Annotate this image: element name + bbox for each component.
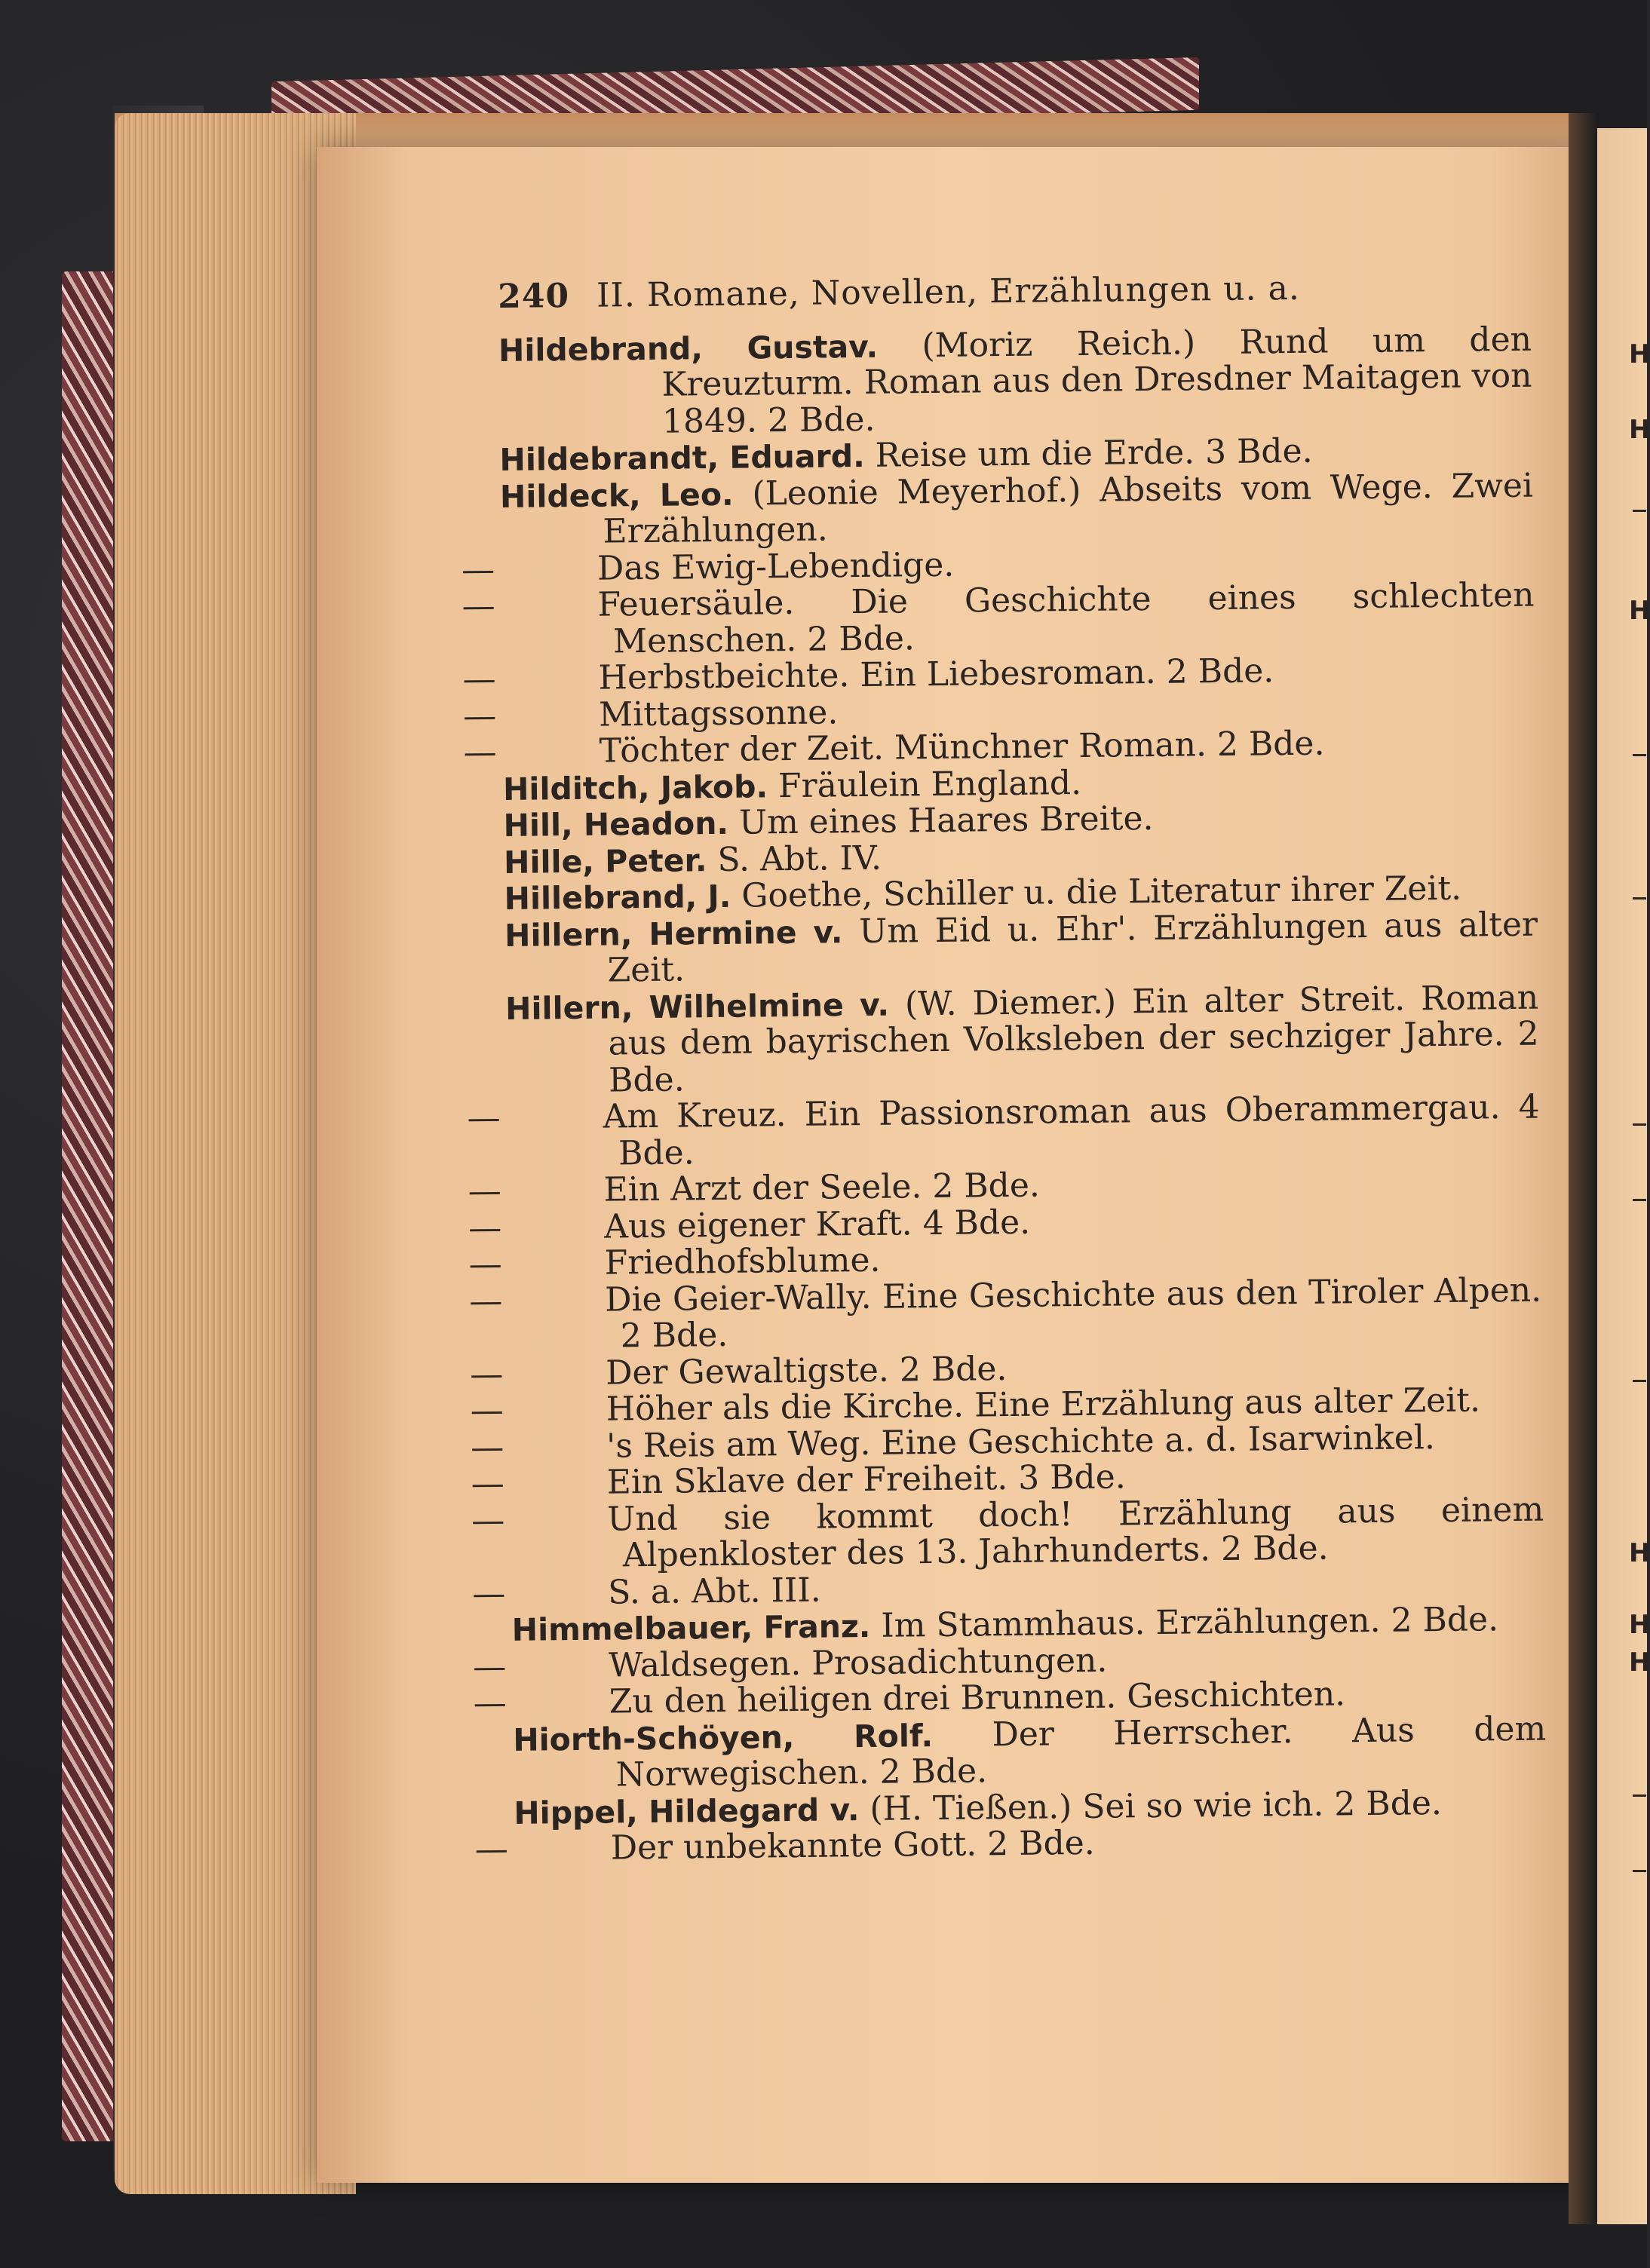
section-title: II. Romane, Novellen, Erzählungen u. a. (596, 268, 1301, 315)
facing-page-dash (1633, 897, 1646, 900)
entry-text: Und sie kommt doch! Erzählung aus einem Alpenkloster des 13. Jahrhunderts. 2 Bde. (606, 1490, 1544, 1575)
title-entry (462, 575, 1535, 661)
title-entry (471, 1490, 1544, 1575)
ditto-dash: — (471, 1463, 505, 1503)
entry-text: Goethe, Schiller u. die Literatur ihrer Zeit. (741, 869, 1462, 915)
running-head (498, 268, 1531, 316)
entry-text: 's Reis am Weg. Eine Geschichte a. d. Isarwinkel. (606, 1418, 1436, 1466)
ditto-dash: — (462, 587, 495, 626)
facing-page-letter: H (1629, 596, 1650, 626)
entry-text: S. Abt. IV. (717, 838, 882, 879)
entry-text: Der Herrscher. Aus dem Norwegischen. 2 Bde. (615, 1709, 1547, 1794)
entry-text: Waldsegen. Prosadichtungen. (608, 1641, 1108, 1685)
entry-text: Töchter der Zeit. Münchner Roman. 2 Bde. (599, 724, 1325, 771)
ditto-dash: — (468, 1208, 502, 1247)
facing-page-dash (1633, 1870, 1646, 1872)
entry-text: Feuersäule. Die Geschichte eines schlechten Menschen. 2 Bde. (597, 575, 1535, 660)
author-entry (505, 979, 1539, 1100)
facing-page-dash (1633, 1123, 1646, 1126)
entry-text: (Moriz Reich.) Rund um den Kreuzturm. Roman aus den Dresdner Maitagen von 1849. 2 Bde. (661, 320, 1532, 441)
ditto-dash: — (473, 1647, 507, 1686)
author-name: Hildebrandt, Eduard. (499, 437, 865, 478)
facing-page-dash (1633, 754, 1646, 756)
author-name: Hillern, Hermine v. (504, 913, 843, 954)
entry-text: Zu den heiligen drei Brunnen. Geschichten. (609, 1675, 1346, 1721)
ditto-dash: — (468, 1172, 501, 1211)
ditto-dash: — (467, 1099, 501, 1138)
author-name: Hippel, Hildegard v. (514, 1791, 860, 1831)
facing-page-letter: H (1629, 415, 1650, 445)
entry-text: Das Ewig-Lebendige. (597, 545, 955, 588)
ditto-dash: — (468, 1245, 502, 1284)
ditto-dash: — (473, 1683, 508, 1723)
author-name: Hilditch, Jakob. (502, 768, 768, 808)
entry-text: Reise um die Erde. 3 Bde. (875, 431, 1313, 475)
ditto-dash: — (471, 1574, 506, 1613)
title-entry (467, 1087, 1540, 1173)
facing-page-letter: H (1629, 339, 1650, 369)
entry-text: Mittagssonne. (598, 692, 839, 734)
entry-text: Um eines Haares Breite. (738, 798, 1154, 842)
entry-text: Im Stammhaus. Erzählungen. 2 Bde. (881, 1600, 1499, 1645)
entry-text: Der Gewaltigste. 2 Bde. (605, 1349, 1007, 1393)
ditto-dash: — (462, 696, 497, 736)
author-entry (500, 467, 1534, 551)
facing-page-dash (1633, 1199, 1646, 1201)
entry-text: Ein Sklave der Freiheit. 3 Bde. (606, 1457, 1126, 1502)
ditto-dash: — (463, 733, 497, 772)
ditto-dash: — (469, 1354, 504, 1393)
ditto-dash: — (461, 550, 495, 590)
title-entry (468, 1270, 1542, 1356)
entry-text: Höher als die Kirche. Eine Erzählung aus alter Zeit. (606, 1381, 1481, 1429)
author-name: Himmelbauer, Franz. (511, 1608, 871, 1648)
facing-page-dash (1633, 510, 1646, 512)
entry-text: S. a. Abt. III. (607, 1571, 821, 1612)
facing-page-letter: H (1629, 1538, 1650, 1568)
ditto-dash: — (470, 1391, 504, 1430)
entry-text: Die Geier-Wally. Eine Geschichte aus den Tiroler Alpen. 2 Bde. (604, 1270, 1542, 1356)
author-entry (513, 1711, 1547, 1794)
author-name: Hiorth-Schöyen, Rolf. (513, 1717, 934, 1758)
author-name: Hillern, Wilhelmine v. (505, 986, 890, 1027)
facing-page-dash (1633, 1794, 1646, 1797)
facing-page-dash (1633, 1380, 1646, 1382)
entry-text: Friedhofsblume. (604, 1240, 881, 1283)
facing-page-letter: H (1629, 1647, 1650, 1678)
ditto-dash: — (462, 660, 496, 699)
ditto-dash: — (471, 1500, 505, 1540)
entry-text: Aus eigener Kraft. 4 Bde. (603, 1203, 1031, 1246)
entry-text: Am Kreuz. Ein Passionsroman aus Oberammergau. 4 Bde. (603, 1087, 1540, 1172)
entry-text: Der unbekannte Gott. 2 Bde. (610, 1823, 1096, 1868)
entry-text: (H. Tießen.) Sei so wie ich. 2 Bde. (869, 1783, 1443, 1828)
ditto-dash: — (470, 1427, 505, 1467)
entry-text: (Leonie Meyerhof.) Abseits vom Wege. Zwei Erzählungen. (603, 466, 1534, 551)
author-name: Hildebrand, Gustav. (498, 328, 879, 369)
entry-text: Herbstbeichte. Ein Liebesroman. 2 Bde. (598, 651, 1274, 697)
book-gutter (1569, 113, 1599, 2224)
ditto-dash: — (468, 1281, 503, 1320)
entry-text: Fräulein England. (777, 763, 1082, 805)
entry-text: (W. Diemer.) Ein alter Streit. Roman aus dem bayrischen Volksleben der sechziger Jahre. 2 Bde. (608, 978, 1539, 1100)
facing-page-letter: H (1629, 1610, 1650, 1640)
author-name: Hill, Headon. (503, 805, 729, 844)
ditto-dash: — (474, 1829, 509, 1869)
author-name: Hille, Peter. (503, 841, 707, 881)
author-name: Hillebrand, J. (504, 878, 731, 917)
entry-text: Um Eid u. Ehr'. Erzählungen aus alter Zeit. (607, 905, 1538, 990)
page-text (461, 268, 1547, 1869)
author-name: Hildeck, Leo. (499, 476, 734, 515)
author-entry (505, 906, 1538, 990)
author-entry (498, 321, 1532, 442)
entry-text: Ein Arzt der Seele. 2 Bde. (603, 1166, 1041, 1209)
page-number: 240 (497, 277, 570, 316)
